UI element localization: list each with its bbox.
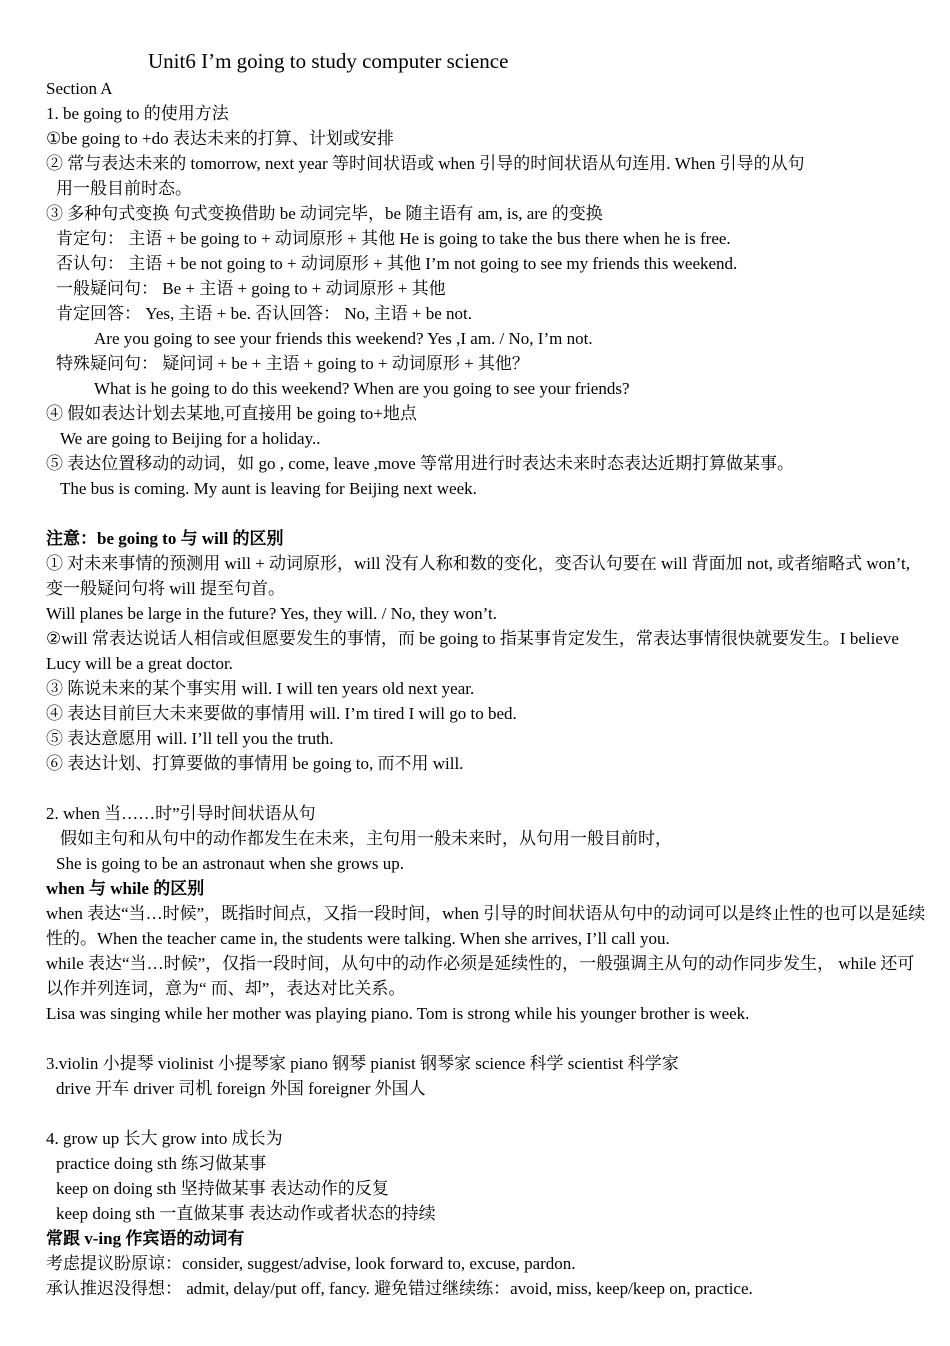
spacer [46,501,926,526]
part4-line3: keep on doing sth 坚持做某事 表达动作的反复 [56,1179,389,1198]
answer-example: Are you going to see your friends this weekend? Yes ,I am. / No, I’m not. [94,329,593,348]
when-explanation: when 表达“当…时候”，既指时间点，又指一段时间，when 引导的时间状语从句中的动词可以是终止性的也可以是延续性的。When the teacher came in, the students were talking. When she arrives, I’ll call you. [46,904,926,948]
spacer [46,1026,926,1051]
part1-point1: ①be going to +do 表达未来的打算、计划或安排 [46,129,394,148]
spacer [46,776,926,801]
part1-point2: ② 常与表达未来的 tomorrow, next year 等时间状语或 when 引导的时间状语从句连用. When 引导的从句 [46,154,805,173]
section-label: Section A [46,79,113,98]
part1-heading: 1. be going to 的使用方法 [46,104,229,123]
ving-rhyme1: 考虑提议盼原谅：consider, suggest/advise, look forward to, excuse, pardon. [46,1254,576,1273]
note-point1: ① 对未来事情的预测用 will + 动词原形，will 没有人称和数的变化，变否认句要在 will 背面加 not, 或者缩略式 won’t, 变一般疑问句将 will 提至句首。 [46,554,911,598]
part3-vocab-line1: 3.violin 小提琴 violinist 小提琴家 piano 钢琴 pianist 钢琴家 science 科学 scientist 科学家 [46,1054,679,1073]
affirmative-pattern: 肯定句： 主语 + be going to + 动词原形 + 其他 He is going to take the bus there when he is free. [56,229,731,248]
part1-point4: ④ 假如表达计划去某地,可直接用 be going to+地点 [46,404,417,423]
note-point3: ③ 陈说未来的某个事实用 will. I will ten years old next year. [46,679,475,698]
part3-vocab-line2: drive 开车 driver 司机 foreign 外国 foreigner 外国人 [56,1079,426,1098]
note-heading: 注意：be going to 与 will 的区别 [46,529,284,548]
ving-rhyme2: 承认推迟没得想： admit, delay/put off, fancy. 避免错过继续练：avoid, miss, keep/keep on, practice. [46,1279,753,1298]
part1-point3: ③ 多种句式变换 句式变换借助 be 动词完毕，be 随主语有 am, is, are 的变换 [46,204,603,223]
while-explanation: while 表达“当…时候”，仅指一段时间，从句中的动作必须是延续性的，一般强调主从句的动作同步发生， while 还可以作并列连词，意为“ 而、却”，表达对比关系。 [46,954,915,998]
part4-line1: 4. grow up 长大 grow into 成长为 [46,1129,283,1148]
special-question-example: What is he going to do this weekend? When are you going to see your friends? [94,379,630,398]
note-point6: ⑥ 表达计划、打算要做的事情用 be going to, 而不用 will. [46,754,464,773]
part2-rule: 假如主句和从句中的动作都发生在未来，主句用一般未来时，从句用一般目前时， [60,829,672,848]
when-while-heading: when 与 while 的区别 [46,879,205,898]
answer-pattern: 肯定回答： Yes, 主语 + be. 否认回答： No, 主语 + be not. [56,304,473,323]
note-point4: ④ 表达目前巨大未来要做的事情用 will. I’m tired I will go to bed. [46,704,517,723]
ving-heading: 常跟 v-ing 作宾语的动词有 [46,1229,245,1248]
document-title: Unit6 I’m going to study computer science [148,49,509,73]
negative-pattern: 否认句： 主语 + be not going to + 动词原形 + 其他 I’m not going to see my friends this weekend. [56,254,738,273]
document-page [46,46,926,1301]
note-point5: ⑤ 表达意愿用 will. I’ll tell you the truth. [46,729,334,748]
part2-example: She is going to be an astronaut when she grows up. [56,854,404,873]
part1-point4-example: We are going to Beijing for a holiday.. [60,429,321,448]
note-point2: ②will 常表达说话人相信或但愿要发生的事情，而 be going to 指某事肯定发生，常表达事情很快就要发生。I believe Lucy will be a great doctor. [46,629,899,673]
note-point1-example: Will planes be large in the future? Yes, they will. / No, they won’t. [46,604,497,623]
part1-point5: ⑤ 表达位置移动的动词，如 go , come, leave ,move 等常用进行时表达未来时态表达近期打算做某事。 [46,454,794,473]
part1-point2-continued: 用一般目前时态。 [56,179,192,198]
part4-line4: keep doing sth 一直做某事 表达动作或者状态的持续 [56,1204,436,1223]
spacer [46,1101,926,1126]
part1-point5-example: The bus is coming. My aunt is leaving for Beijing next week. [60,479,477,498]
while-example: Lisa was singing while her mother was playing piano. Tom is strong while his younger brother is week. [46,1004,750,1023]
part2-heading: 2. when 当……时”引导时间状语从句 [46,804,316,823]
part4-line2: practice doing sth 练习做某事 [56,1154,267,1173]
special-question-pattern: 特殊疑问句： 疑问词 + be + 主语 + going to + 动词原形 + 其他？ [56,354,529,373]
question-pattern: 一般疑问句： Be + 主语 + going to + 动词原形 + 其他 [56,279,446,298]
